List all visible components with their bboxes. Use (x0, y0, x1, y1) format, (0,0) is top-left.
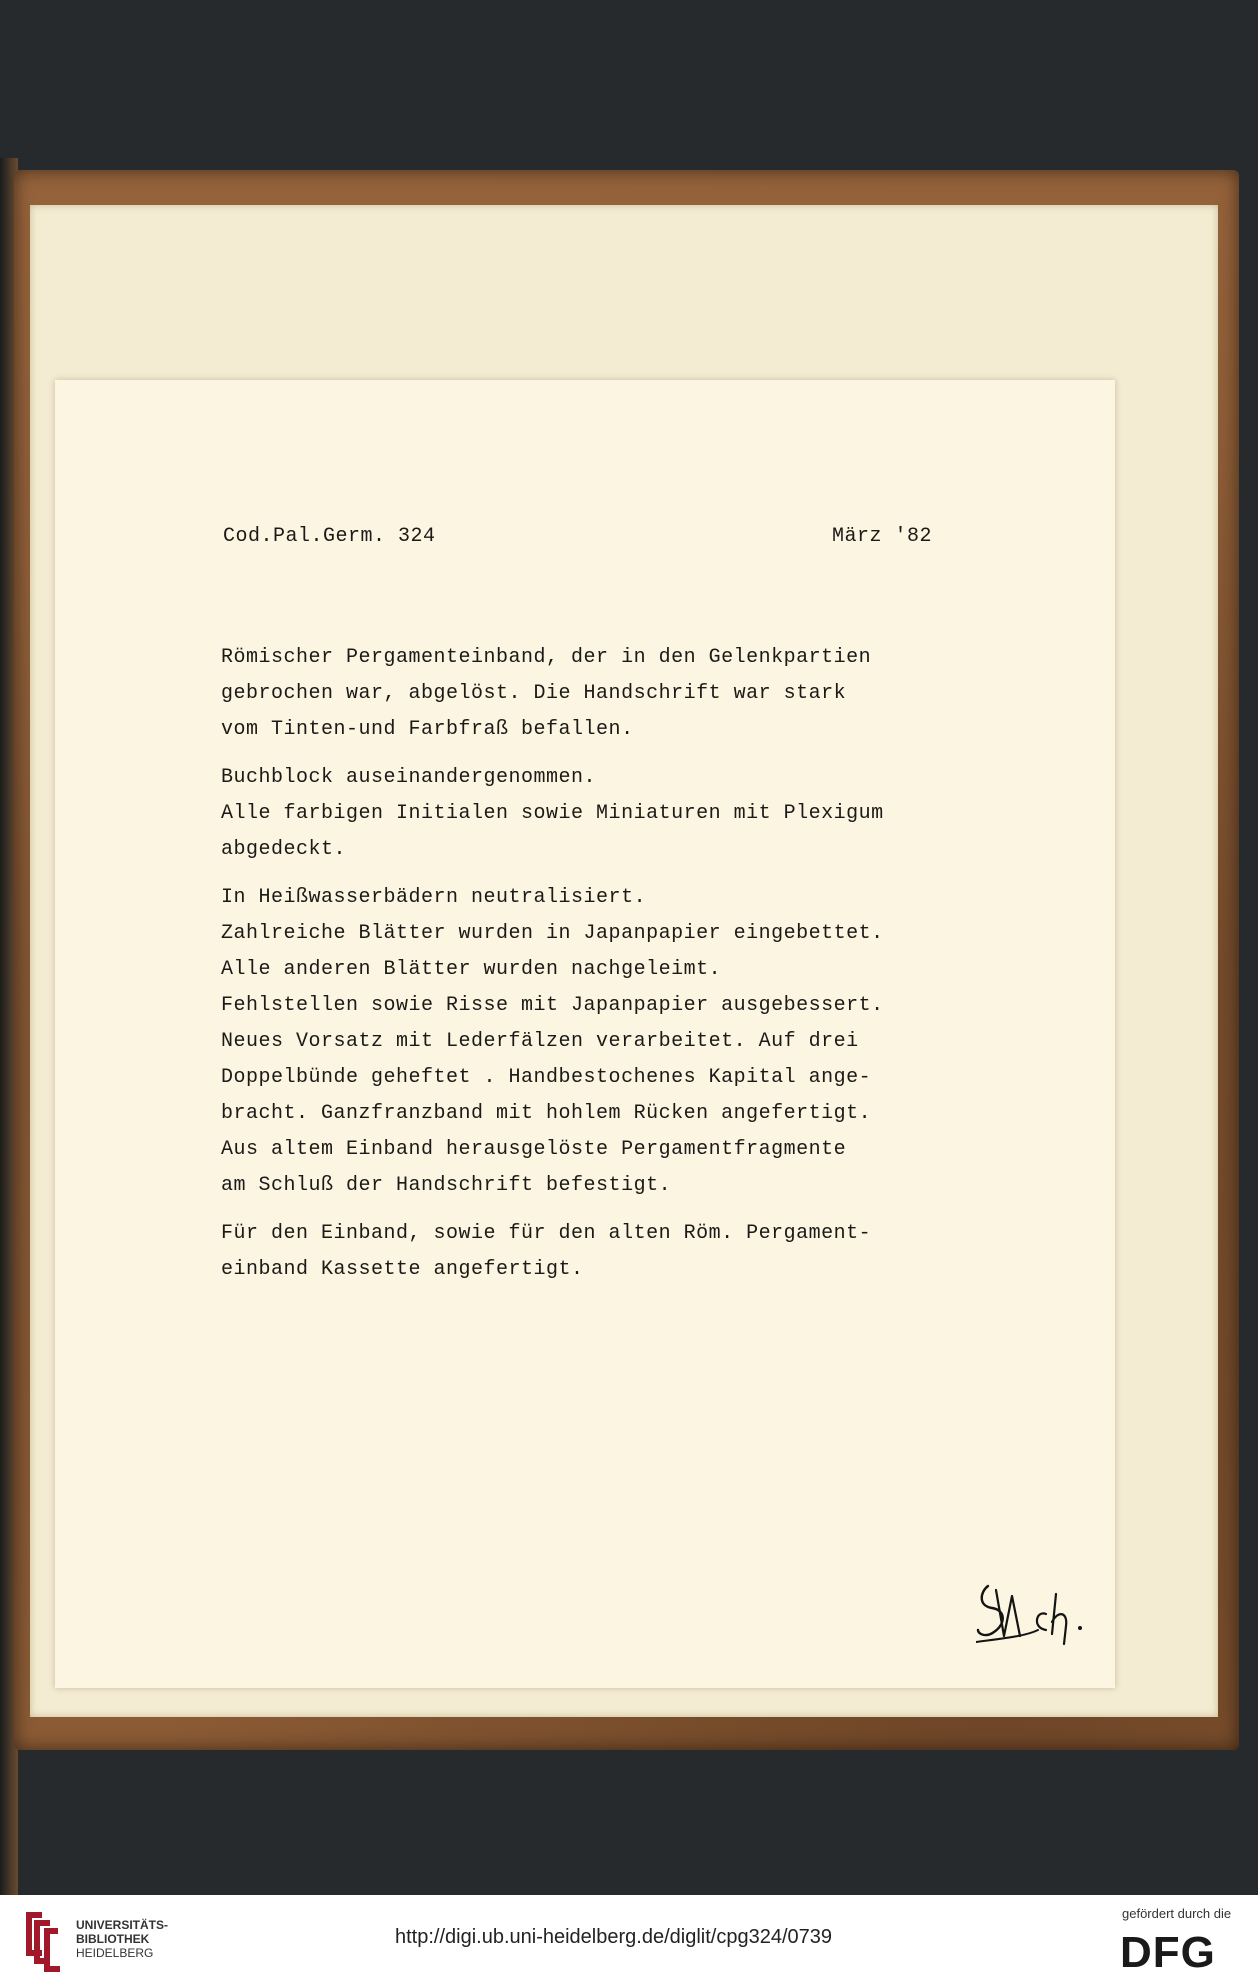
library-name-line: HEIDELBERG (76, 1946, 154, 1960)
text-line: einband Kassette angefertigt. (221, 1258, 584, 1281)
paragraph (221, 1216, 941, 1288)
text-line: In Heißwasserbädern neutralisiert. (221, 886, 647, 909)
text-line: Zahlreiche Blätter wurden in Japanpapier eingebettet. (221, 922, 884, 945)
funder-caption: gefördert durch die (1122, 1906, 1232, 1921)
dfg-logo: DFG (1120, 1928, 1216, 1977)
shelf-mark: Cod.Pal.Germ. 324 (223, 525, 436, 548)
text-line: Alle anderen Blätter wurden nachgeleimt. (221, 958, 722, 981)
permalink-url[interactable]: http://digi.ub.uni-heidelberg.de/diglit/cpg324/0739 (395, 1926, 832, 1948)
library-name-line: BIBLIOTHEK (76, 1932, 150, 1946)
handwritten-signature (976, 1578, 1091, 1646)
university-library-logo-icon (20, 1906, 80, 1976)
text-line: bracht. Ganzfranzband mit hohlem Rücken angefertigt. (221, 1102, 872, 1125)
text-line: abgedeckt. (221, 838, 347, 861)
library-name (76, 1918, 168, 1960)
text-line: am Schluß der Handschrift befestigt. (221, 1174, 672, 1197)
paragraph (221, 760, 941, 868)
restoration-report (221, 640, 941, 1300)
text-line: Fehlstellen sowie Risse mit Japanpapier ausgebessert. (221, 994, 884, 1017)
text-line: vom Tinten-und Farbfraß befallen. (221, 718, 634, 741)
library-name-line: UNIVERSITÄTS- (76, 1918, 169, 1932)
document-date: März '82 (832, 525, 933, 548)
text-line: Für den Einband, sowie für den alten Röm. Pergament- (221, 1222, 872, 1245)
paragraph (221, 880, 941, 1204)
text-line: Doppelbünde geheftet . Handbestochenes Kapital ange- (221, 1066, 872, 1089)
paragraph (221, 640, 941, 748)
text-line: Neues Vorsatz mit Lederfälzen verarbeitet. Auf drei (221, 1030, 859, 1053)
text-line: Aus altem Einband herausgelöste Pergamentfragmente (221, 1138, 847, 1161)
text-line: Alle farbigen Initialen sowie Miniaturen mit Plexigum (221, 802, 884, 825)
text-line: Römischer Pergamenteinband, der in den Gelenkpartien (221, 646, 872, 669)
text-line: gebrochen war, abgelöst. Die Handschrift war stark (221, 682, 847, 705)
text-line: Buchblock auseinandergenommen. (221, 766, 597, 789)
